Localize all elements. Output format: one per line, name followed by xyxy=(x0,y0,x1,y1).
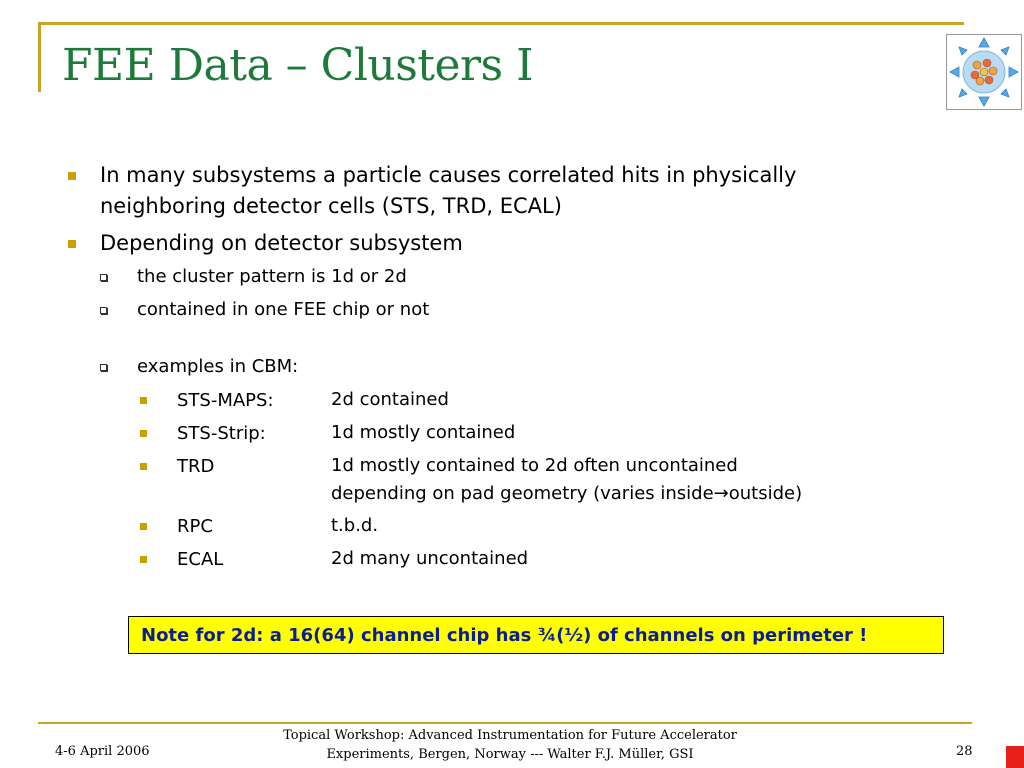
cbm-logo-icon xyxy=(946,34,1022,110)
bullet-marker xyxy=(140,430,147,437)
example-value: t.b.d. xyxy=(331,515,379,536)
bullet-marker xyxy=(68,172,76,180)
example-value: 2d contained xyxy=(331,389,449,410)
bullet-text-line2: neighboring detector cells (STS, TRD, ECAL) xyxy=(100,194,562,218)
page-number: 28 xyxy=(956,744,973,759)
footer-divider xyxy=(38,722,972,724)
sub-bullet-text: the cluster pattern is 1d or 2d xyxy=(137,266,407,287)
example-value: 2d many uncontained xyxy=(331,548,529,569)
title-frame-left xyxy=(38,22,41,92)
slide-title: FEE Data – Clusters I xyxy=(62,40,534,91)
square-bullet-icon xyxy=(100,307,107,314)
example-label: ECAL xyxy=(177,549,224,570)
footer-event-line2: Experiments, Bergen, Norway --- Walter F.J. Müller, GSI xyxy=(326,747,694,762)
bullet-text: Depending on detector subsystem xyxy=(100,231,463,255)
footer-date: 4-6 April 2006 xyxy=(55,744,150,759)
bullet-marker xyxy=(68,240,76,248)
corner-decoration xyxy=(1006,746,1024,768)
example-value-line2: depending on pad geometry (varies inside→outside) xyxy=(331,483,803,504)
bullet-marker xyxy=(140,556,147,563)
bullet-marker xyxy=(140,523,147,530)
square-bullet-icon xyxy=(100,274,107,281)
bullet-marker xyxy=(140,397,147,404)
footer-event-line1: Topical Workshop: Advanced Instrumentation for Future Accelerator xyxy=(283,728,737,743)
bullet-text-line1: In many subsystems a particle causes correlated hits in physically xyxy=(100,163,797,187)
title-frame-top xyxy=(38,22,964,25)
footer-event xyxy=(250,726,770,764)
example-label: STS-MAPS: xyxy=(177,390,274,411)
example-value: 1d mostly contained xyxy=(331,422,516,443)
sub-bullet-text: contained in one FEE chip or not xyxy=(137,299,430,320)
bullet-marker xyxy=(140,463,147,470)
example-label: TRD xyxy=(177,456,215,477)
note-box: Note for 2d: a 16(64) channel chip has ¾(½) of channels on perimeter ! xyxy=(128,616,944,654)
example-value-line1: 1d mostly contained to 2d often uncontained xyxy=(331,455,738,476)
example-label: RPC xyxy=(177,516,213,537)
sub-bullet-text: examples in CBM: xyxy=(137,356,299,377)
example-label: STS-Strip: xyxy=(177,423,266,444)
square-bullet-icon xyxy=(100,364,107,371)
